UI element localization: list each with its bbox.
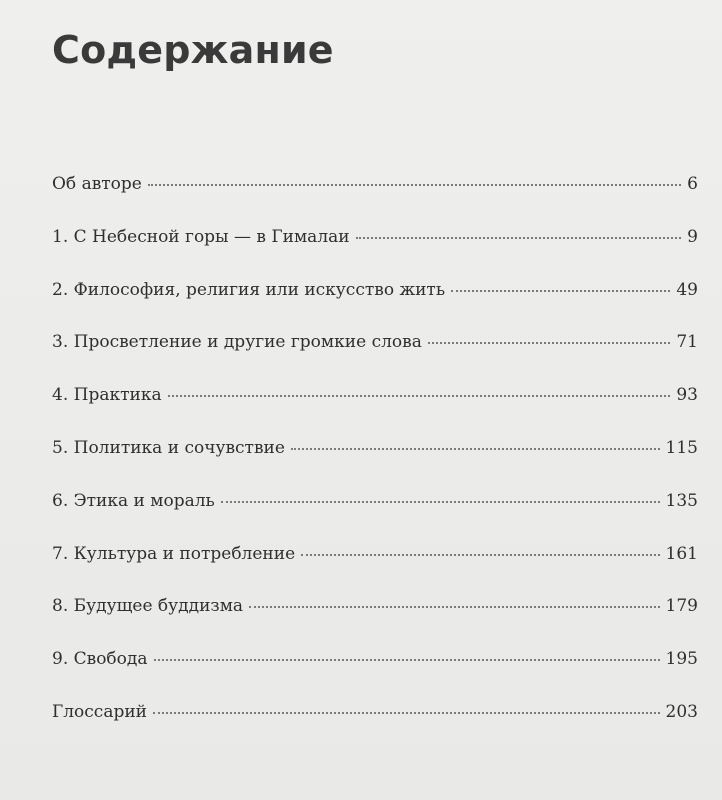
dot-leader: [153, 712, 660, 714]
dot-leader: [428, 342, 671, 344]
toc-entry-page: 195: [665, 649, 698, 670]
dot-leader: [249, 606, 659, 608]
dot-leader: [221, 501, 660, 503]
toc-entry-page: 93: [676, 385, 698, 406]
toc-entry-page: 135: [665, 490, 698, 511]
dot-leader: [301, 554, 659, 556]
toc-entry: [52, 596, 698, 649]
toc-entry-page: 71: [676, 332, 698, 353]
toc-entry: [52, 332, 698, 385]
toc-entry: [52, 649, 698, 702]
toc-entry-page: 9: [687, 226, 698, 247]
toc-entry: [52, 280, 698, 333]
toc-entry: [52, 385, 698, 438]
toc-entry-title: Глоссарий: [52, 701, 148, 722]
toc-entry-title: Об авторе: [52, 174, 142, 194]
toc-entry: [52, 702, 698, 755]
toc-entry-title: 5. Политика и сочувствие: [52, 437, 285, 458]
dot-leader: [291, 448, 660, 450]
toc-entry-title: 1. С Небесной горы — в Гималаи: [52, 226, 350, 247]
toc-entry-title: 2. Философия, религия или искусство жить: [52, 279, 446, 300]
toc-entry-title: 8. Будущее буддизма: [52, 596, 244, 617]
dot-leader: [356, 237, 682, 239]
toc-entry-page: 161: [665, 543, 698, 564]
toc-entry: [52, 438, 698, 491]
toc-entry-title: 4. Практика: [52, 385, 162, 406]
page-title: Содержание: [52, 28, 334, 72]
toc-entry: [52, 227, 698, 280]
dot-leader: [451, 290, 670, 292]
toc-entry: [52, 174, 698, 227]
toc-entry-page: 49: [676, 279, 698, 300]
toc-entry: [52, 491, 698, 544]
toc-entry-page: 203: [665, 701, 698, 722]
dot-leader: [154, 659, 660, 661]
toc-entry: [52, 544, 698, 597]
toc-entry-page: 6: [687, 174, 698, 194]
dot-leader: [168, 395, 671, 397]
dot-leader: [148, 184, 681, 186]
table-of-contents: [52, 174, 698, 755]
toc-entry-title: 7. Культура и потребление: [52, 543, 296, 564]
toc-entry-page: 179: [665, 596, 698, 617]
toc-entry-title: 6. Этика и мораль: [52, 490, 215, 511]
toc-entry-title: 9. Свобода: [52, 649, 148, 670]
toc-entry-page: 115: [665, 437, 698, 458]
toc-entry-title: 3. Просветление и другие громкие слова: [52, 332, 422, 353]
